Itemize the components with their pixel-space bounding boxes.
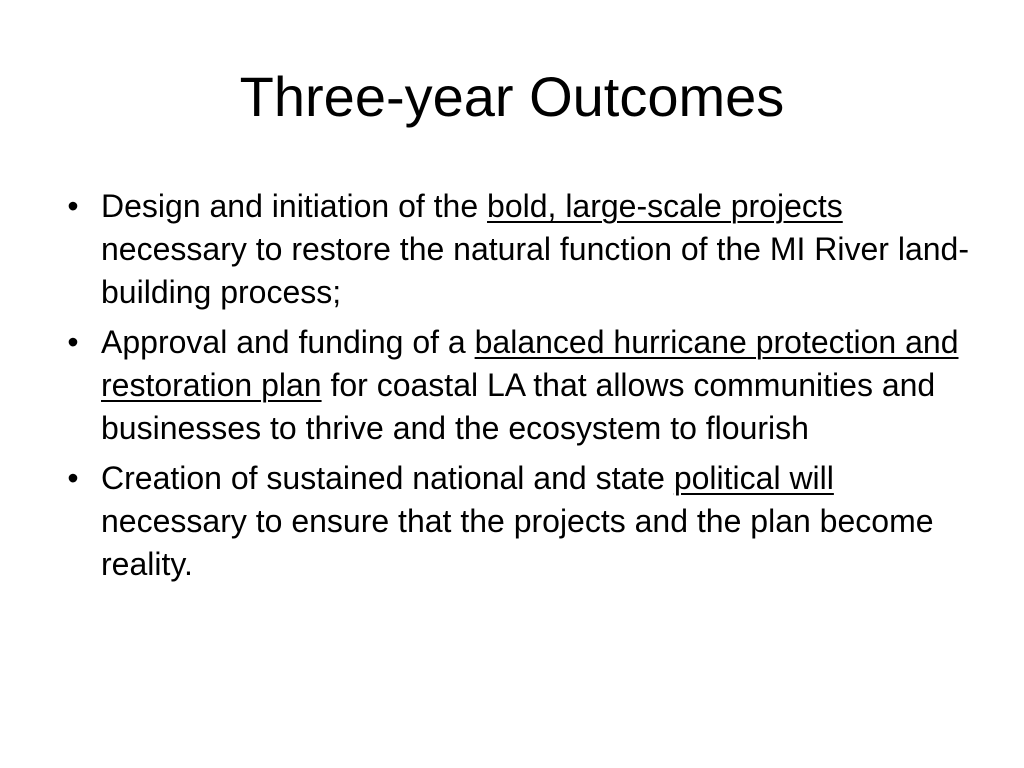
bullet-list	[58, 185, 978, 593]
bullet-emphasis: balanced hurricane protection and restoration plan	[101, 324, 959, 403]
bullet-icon: •	[67, 188, 79, 224]
bullet-text-trail: necessary to restore the natural function of the MI River land-building process;	[101, 231, 969, 310]
bullet-icon: •	[67, 324, 79, 360]
bullet-text-trail: for coastal LA that allows communities and businesses to thrive and the ecosystem to flourish	[101, 367, 936, 446]
bullet-emphasis: political will	[673, 460, 834, 496]
bullet-item	[58, 185, 978, 314]
bullet-icon: •	[67, 460, 79, 496]
bullet-text-lead: Creation of sustained national and state	[101, 460, 674, 496]
bullet-emphasis: bold, large-scale projects	[487, 188, 843, 224]
bullet-item	[58, 321, 978, 450]
bullet-text-lead: Approval and funding of a	[101, 324, 475, 360]
bullet-item	[58, 457, 978, 586]
bullet-text-trail: necessary to ensure that the projects and the plan become reality.	[101, 503, 934, 582]
bullet-text-lead: Design and initiation of the	[101, 188, 488, 224]
slide-title: Three-year Outcomes	[239, 65, 785, 128]
